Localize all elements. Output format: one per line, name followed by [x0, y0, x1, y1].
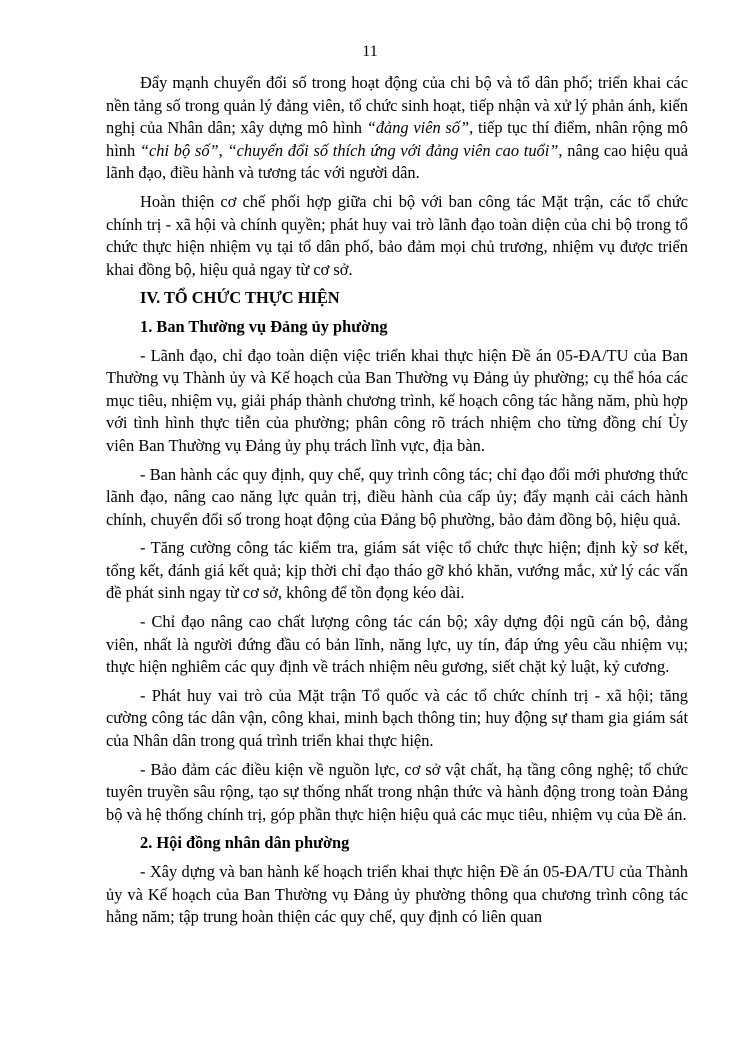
- italic-term: “chuyển đổi số thích ứng với đảng viên cao tuổi”: [227, 140, 559, 160]
- list-item: - Lãnh đạo, chỉ đạo toàn diện việc triển khai thực hiện Đề án 05-ĐA/TU của Ban Thường vụ Thành ủy và Kế hoạch của Ban Thường vụ Đảng ủy phường; cụ thể hóa các mục tiêu, nhiệm vụ, giải pháp thành chương trình, kế hoạch công tác hằng năm, phù hợp với tình hình thực tiễn của phường; phân công rõ trách nhiệm cho từng đồng chí Ủy viên Ban Thường vụ Đảng ủy phụ trách lĩnh vực, địa bàn.: [106, 345, 688, 455]
- text-run: , tiếp tục thí điểm, nhân rộng mô hình: [106, 118, 688, 160]
- italic-term: “chi bộ số”: [139, 140, 219, 160]
- list-item: - Tăng cường công tác kiểm tra, giám sát việc tổ chức thực hiện; định kỳ sơ kết, tổng kết, đánh giá kết quả; kịp thời chỉ đạo tháo gỡ khó khăn, vướng mắc, xử lý các vấn đề phát sinh ngay từ cơ sở, không để tồn đọng kéo dài.: [106, 538, 688, 603]
- text-run: , nâng cao hiệu quả lãnh đạo, điều hành và tương tác với người dân.: [106, 140, 688, 183]
- section-heading: IV. TỔ CHỨC THỰC HIỆN: [140, 288, 340, 308]
- list-item: - Phát huy vai trò của Mặt trận Tổ quốc và các tổ chức chính trị - xã hội; tăng cường công tác dân vận, công khai, minh bạch thông tin; huy động sự tham gia giám sát của Nhân dân trong quá trình triển khai thực hiện.: [106, 685, 688, 751]
- intro-paragraph-1: [106, 72, 688, 185]
- subsection-heading-2: 2. Hội đồng nhân dân phường: [140, 833, 350, 853]
- subsection-heading-1: 1. Ban Thường vụ Đảng ủy phường: [140, 316, 388, 336]
- intro-paragraph-2: Hoàn thiện cơ chế phối hợp giữa chi bộ với ban công tác Mặt trận, các tổ chức chính trị - xã hội và chính quyền; phát huy vai trò lãnh đạo toàn diện của chi bộ trong tổ chức thực hiện nhiệm vụ tại tổ dân phố, bảo đảm mọi chủ trương, nhiệm vụ được triển khai đồng bộ, hiệu quả ngay từ cơ sở.: [106, 191, 688, 279]
- list-item: - Bảo đảm các điều kiện về nguồn lực, cơ sở vật chất, hạ tầng công nghệ; tổ chức tuyên truyền sâu rộng, tạo sự thống nhất trong nhận thức và hành động trong toàn Đảng bộ và hệ thống chính trị, góp phần thực hiện hiệu quả các mục tiêu, nhiệm vụ của Đề án.: [106, 759, 688, 824]
- text-run: ,: [218, 140, 228, 160]
- list-item: - Chỉ đạo nâng cao chất lượng công tác cán bộ; xây dựng đội ngũ cán bộ, đảng viên, nhất là người đứng đầu có bản lĩnh, năng lực, uy tín, đáp ứng yêu cầu nhiệm vụ; thực hiện nghiêm các quy định về trách nhiệm nêu gương, siết chặt kỷ luật, kỷ cương.: [106, 612, 688, 677]
- document-body: [106, 72, 688, 935]
- italic-term: “đảng viên số”: [366, 118, 470, 138]
- page-number: 11: [362, 43, 378, 60]
- list-item: - Ban hành các quy định, quy chế, quy trình công tác; chỉ đạo đổi mới phương thức lãnh đạo, nâng cao năng lực quản trị, điều hành của cấp ủy; đẩy mạnh cải cách hành chính, chuyển đổi số trong hoạt động của Đảng bộ phường, bảo đảm đồng bộ, hiệu quả.: [106, 464, 688, 529]
- text-run: Đẩy mạnh chuyển đổi số trong hoạt động của chi bộ và tổ dân phố; triển khai các nền tảng số trong quản lý đảng viên, tổ chức sinh hoạt, tiếp nhận và xử lý phản ánh, kiến nghị của Nhân dân; xây dựng mô hình: [106, 73, 688, 138]
- list-item: - Xây dựng và ban hành kế hoạch triển khai thực hiện Đề án 05-ĐA/TU của Thành ủy và Kế hoạch của Ban Thường vụ Đảng ủy phường thông qua chương trình công tác hằng năm; tập trung hoàn thiện các quy chế, quy định có liên quan: [106, 862, 688, 927]
